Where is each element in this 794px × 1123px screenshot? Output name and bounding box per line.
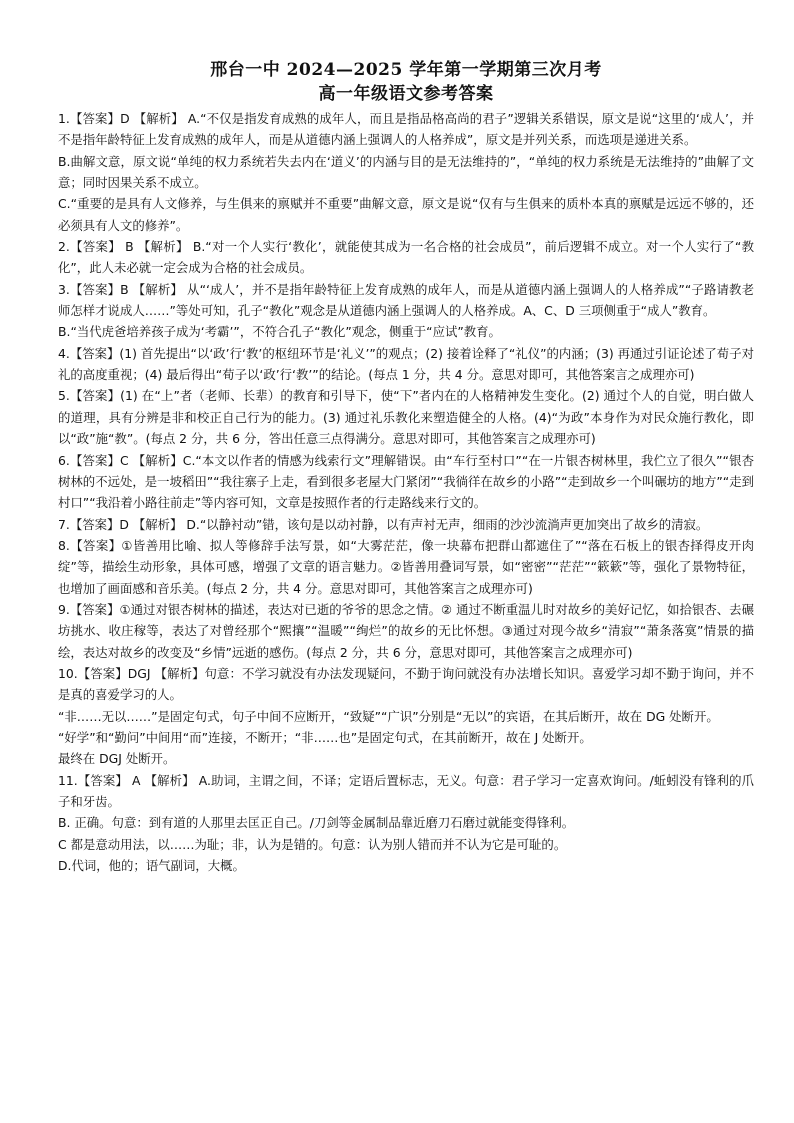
answer-paragraph: C 都是意动用法，以……为耻；非，认为是错的。句意：认为别人错而并不认为它是可耻的。 bbox=[58, 836, 567, 852]
answer-paragraph: 11.【答案】 A 【解析】 A.助词，主谓之间，不译；定语后置标志，无义。句意：君子学习一定喜欢询问。/蚯蚓没有锋利的爪子和牙齿。 bbox=[58, 772, 754, 809]
answer-paragraph: 7.【答案】D 【解析】 D.“以静衬动”错，该句是以动衬静，以有声衬无声，细雨的沙沙流淌声更加突出了故乡的清寂。 bbox=[58, 516, 709, 532]
answer-paragraph: B.曲解文意，原文说“单纯的权力系统若失去内在‘道义’的内涵与目的是无法维持的”，“单纯的权力系统是无法维持的”曲解了文意；同时因果关系不成立。 bbox=[58, 153, 754, 191]
answer-paragraph: 5.【答案】(1) 在“上”者（老师、长辈）的教育和引导下，使“下”者内在的人格精神发生变化。(2) 通过个人的自觉，明白做人的道理，具有分辨是非和校正自己行为的能力。(3) 通过礼乐教化来塑造健全的人格。(4)“为政”本身作为对民众施行教化，即以“政”施“教”。(每点 2 分，共 6 分，答出任意三点得满分。意思对即可，其他答案言之成理亦可) bbox=[58, 388, 754, 447]
answer-paragraph: B.“当代虎爸培养孩子成为‘考霸’”，不符合孔子“教化”观念，侧重于“应试”教育。 bbox=[58, 324, 501, 340]
answer-paragraph: 4.【答案】(1) 首先提出“以‘政’行‘教’的枢纽环节是‘礼义’”的观点；(2) 接着诠释了“礼仪”的内涵；(3) 再通过引证论述了荀子对礼的高度重视；(4) 最后得出“荀子以‘政’行‘教’”的结论。(每点 1 分，共 4 分。意思对即可，其他答案言之成理亦可) bbox=[58, 345, 754, 383]
answer-paragraph: 10.【答案】DGJ 【解析】句意：不学习就没有办法发现疑问，不勤于询问就没有办法增长知识。喜爱学习却不勤于询问，并不是真的喜爱学习的人。 bbox=[58, 665, 754, 703]
answer-paragraph: 3.【答案】B 【解析】 从“‘成人’，并不是指年龄特征上发育成熟的成年人，而是从道德内涵上强调人的人格养成”“子路请教老师怎样才说成人……”等处可知，孔子“教化”观念是从道德内涵上强调人的人格养成。A、C、D 三项侧重于“成人”教育。 bbox=[58, 281, 754, 319]
answer-paragraph: B. 正确。句意：到有道的人那里去匡正自己。/刀剑等金属制品靠近磨刀石磨过就能变得锋利。 bbox=[58, 815, 575, 831]
answer-paragraph: “好学”和“勤问”中间用“而”连接，不断开；“非……也”是固定句式，在其前断开，故在 J 处断开。 bbox=[58, 729, 592, 745]
answer-paragraph: C.“重要的是具有人文修养，与生俱来的禀赋并不重要”曲解文意，原文是说“仅有与生俱来的质朴本真的禀赋是远远不够的，还必须具有人文的修养”。 bbox=[58, 196, 754, 233]
answer-paragraph: 1.【答案】D 【解析】 A.“不仅是指发育成熟的成年人，而且是指品格高尚的君子”逻辑关系错误，原文是说“这里的‘成人’，并不是指年龄特征上发育成熟的成年人，而是从道德内涵上强调人的人格养成”，原文是并列关系，而选项是递进关系。 bbox=[58, 111, 754, 148]
document-title: 邢台一中 2024—2025 学年第一学期第三次月考 bbox=[210, 60, 602, 80]
answer-paragraph: 8.【答案】①皆善用比喻、拟人等修辞手法写景，如“大雾茫茫，像一块幕布把群山都遮住了”“落在石板上的银杏择得皮开肉绽”等，描绘生动形象，具体可感，增强了文章的语言魅力。②皆善用叠词写景，如“密密”“茫茫”“簌簌”等，强化了景物特征，也增加了画面感和音乐美。(每点 2 分，共 4 分。意思对即可，其他答案言之成理亦可) bbox=[58, 537, 754, 596]
answer-paragraph: 2.【答案】 B 【解析】 B.“对一个人实行‘教化’，就能使其成为一名合格的社会成员”，前后逻辑不成立。对一个人实行了“教化”，此人未必就一定会成为合格的社会成员。 bbox=[58, 239, 754, 276]
answer-paragraph: “非……无以……”是固定句式，句子中间不应断开，“致疑”“广识”分别是“无以”的宾语，在其后断开，故在 DG 处断开。 bbox=[58, 708, 719, 724]
answer-paragraph: 最终在 DGJ 处断开。 bbox=[58, 751, 176, 767]
answer-body bbox=[58, 108, 754, 876]
answer-paragraph: 6.【答案】C 【解析】C.“本文以作者的情感为线索行文”理解错误。由“车行至村口”“在一片银杏树林里，我伫立了很久”“银杏树林的不远处，是一坡稻田”“我往寨子上走，看到很多老屋大门紧闭”“我徜徉在故乡的小路”“走到故乡一个叫碾坊的地方”“走到村口”“我沿着小路往前走”等内容可知，文章是按照作者的行走路线来行文的。 bbox=[58, 452, 754, 511]
document-subtitle: 高一年级语文参考答案 bbox=[318, 84, 494, 104]
answer-paragraph: D.代词，他的；语气副词，大概。 bbox=[58, 858, 245, 874]
answer-paragraph: 9.【答案】①通过对银杏树林的描述，表达对已逝的爷爷的思念之情。② 通过不断重温儿时对故乡的美好记忆，如拾银杏、去碾坊挑水、收庄稼等，表达了对曾经那个“熙攘”“温暖”“绚烂”的故乡的无比怀想。③通过对现今故乡“清寂”“萧条落寞”情景的描绘，表达对故乡的改变及“乡情”远逝的感伤。(每点 2 分，共 6 分，意思对即可，其他答案言之成理亦可) bbox=[58, 601, 754, 660]
